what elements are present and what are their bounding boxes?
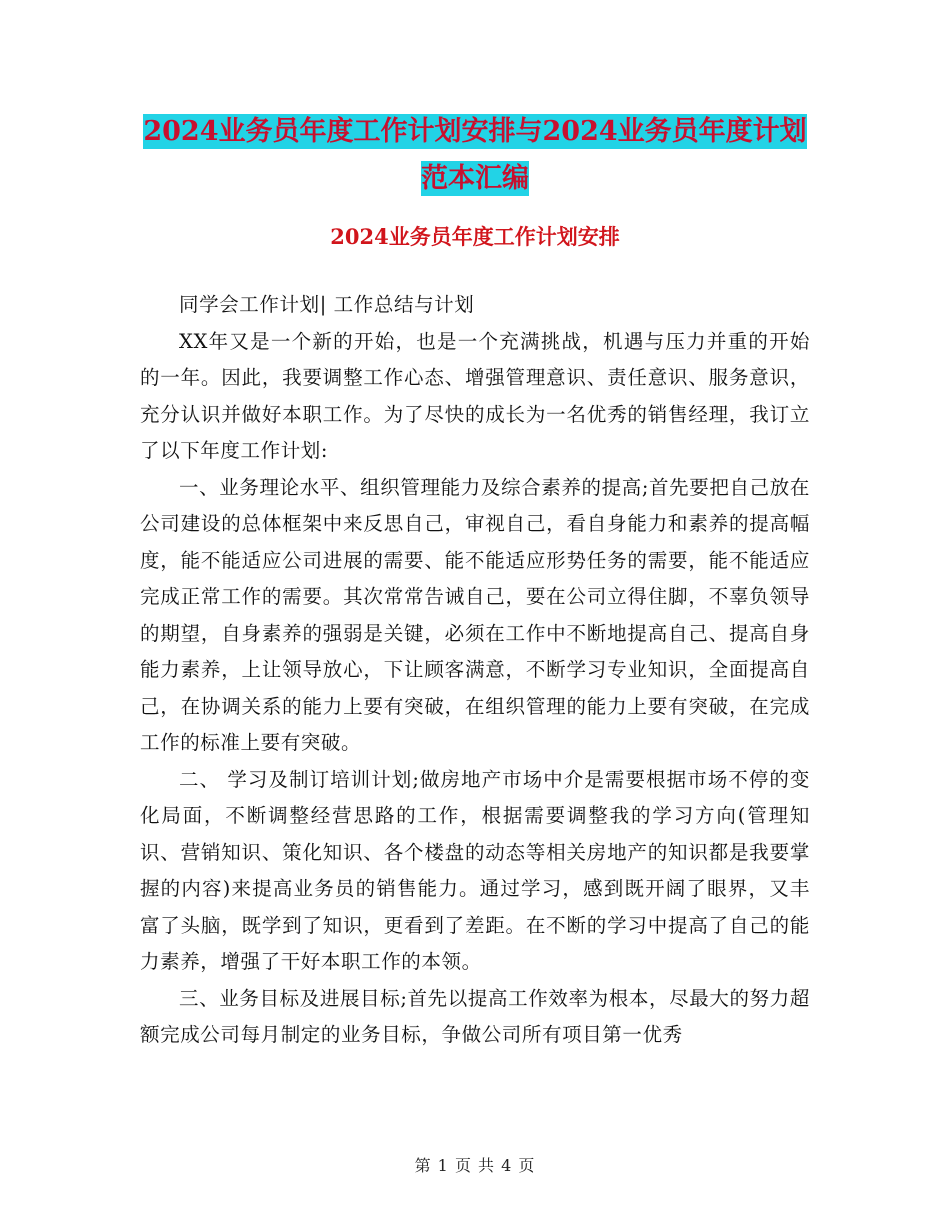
section-title: 2024业务员年度工作计划安排: [330, 224, 620, 249]
paragraph-1: XX年又是一个新的开始，也是一个充满挑战，机遇与压力并重的开始的一年。因此，我要调整工作心态、增强管理意识、责任意识、服务意识，充分认识并做好本职工作。为了尽快的成长为一名优秀的销售经理，我订立了以下年度工作计划:: [140, 329, 810, 462]
paragraph-intro: 同学会工作计划| 工作总结与计划: [179, 293, 475, 316]
document-title: [0, 108, 950, 202]
page-footer: 第 1 页 共 4 页: [414, 1156, 536, 1175]
document-title-line-1: 2024业务员年度工作计划安排与2024业务员年度计划: [143, 116, 807, 147]
paragraph-2: 一、业务理论水平、组织管理能力及综合素养的提高;首先要把自己放在公司建设的总体框架中来反思自己，审视自己，看自身能力和素养的提高幅度，能不能适应公司进展的需要、能不能适应形势任务的需要，能不能适应完成正常工作的需要。其次常常告诫自己，要在公司立得住脚，不辜负领导的期望，自身素养的强弱是关键，必须在工作中不断地提高自己、提高自身能力素养，上让领导放心，下让顾客满意，不断学习专业知识，全面提高自己，在协调关系的能力上要有突破，在组织管理的能力上要有突破，在完成工作的标准上要有突破。: [140, 475, 810, 754]
paragraph-4: 三、业务目标及进展目标;首先以提高工作效率为根本，尽最大的努力超额完成公司每月制定的业务目标，争做公司所有项目第一优秀: [140, 986, 810, 1046]
document-title-line-2: 范本汇编: [421, 163, 529, 194]
document-body: [140, 287, 810, 1054]
paragraph-3: 二、 学习及制订培训计划;做房地产市场中介是需要根据市场不停的变化局面，不断调整经营思路的工作，根据需要调整我的学习方向(管理知识、营销知识、策化知识、各个楼盘的动态等相关房地产的知识都是我要掌握的内容)来提高业务员的销售能力。通过学习，感到既开阔了眼界，又丰富了头脑，既学到了知识，更看到了差距。在不断的学习中提高了自己的能力素养，增强了干好本职工作的本领。: [140, 767, 810, 973]
